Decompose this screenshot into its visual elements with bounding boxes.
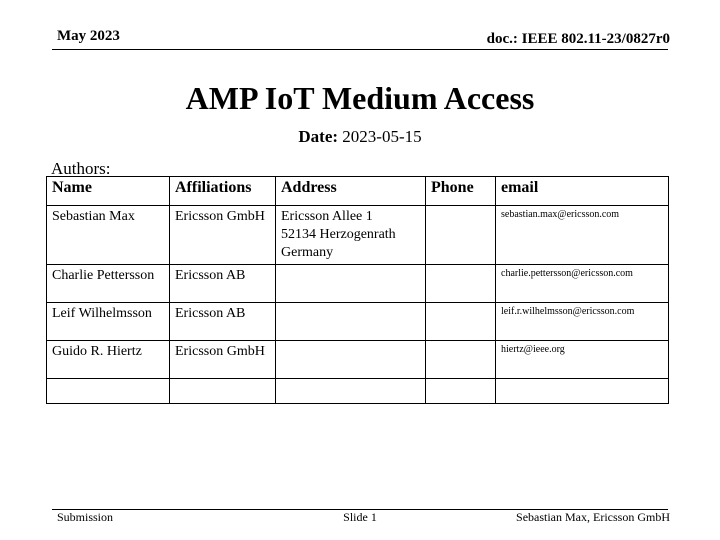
footer-author: Sebastian Max, Ericsson GmbH [516,510,670,524]
author-name: Guido R. Hiertz [47,341,170,379]
authors-label: Authors: [51,159,111,178]
author-email: sebastian.max@ericsson.com [496,206,669,265]
date-label: Date: [298,127,339,146]
date-value: 2023-05-15 [342,127,422,146]
author-phone [426,265,496,303]
slide-title: AMP IoT Medium Access [185,80,535,116]
author-phone [426,303,496,341]
author-address [276,303,426,341]
table-row [47,341,669,379]
header-email: email [496,177,669,206]
author-name: Leif Wilhelmsson [47,303,170,341]
author-phone [426,379,496,404]
address-line: Ericsson Allee 1 [281,209,373,224]
author-phone [426,206,496,265]
header-phone: Phone [426,177,496,206]
footer-slide-number: Slide 1 [343,510,377,524]
authors-table [46,176,669,404]
author-name: Sebastian Max [47,206,170,265]
author-affiliation: Ericsson AB [170,265,276,303]
footer-submission: Submission [57,510,114,524]
address-line: 52134 Herzogenrath [281,227,396,242]
table-row [47,206,669,265]
author-name: Charlie Pettersson [47,265,170,303]
author-name [47,379,170,404]
header-rule [52,49,668,50]
author-email: leif.r.wilhelmsson@ericsson.com [496,303,669,341]
header-name: Name [47,177,170,206]
author-email: charlie.pettersson@ericsson.com [496,265,669,303]
table-row [47,303,669,341]
author-email: hiertz@ieee.org [496,341,669,379]
table-row [47,379,669,404]
author-address [276,341,426,379]
table-header-row [47,177,669,206]
author-affiliation: Ericsson AB [170,303,276,341]
header-date: May 2023 [57,28,120,44]
author-phone [426,341,496,379]
date-line [0,127,720,147]
author-affiliation [170,379,276,404]
header-address: Address [276,177,426,206]
author-affiliation: Ericsson GmbH [170,341,276,379]
header-affiliations: Affiliations [170,177,276,206]
table-row [47,265,669,303]
author-affiliation: Ericsson GmbH [170,206,276,265]
address-line: Germany [281,245,334,260]
author-address [276,265,426,303]
header-doc-id: doc.: IEEE 802.11-23/0827r0 [486,31,670,47]
author-address [276,379,426,404]
author-email [496,379,669,404]
author-address [276,206,426,265]
